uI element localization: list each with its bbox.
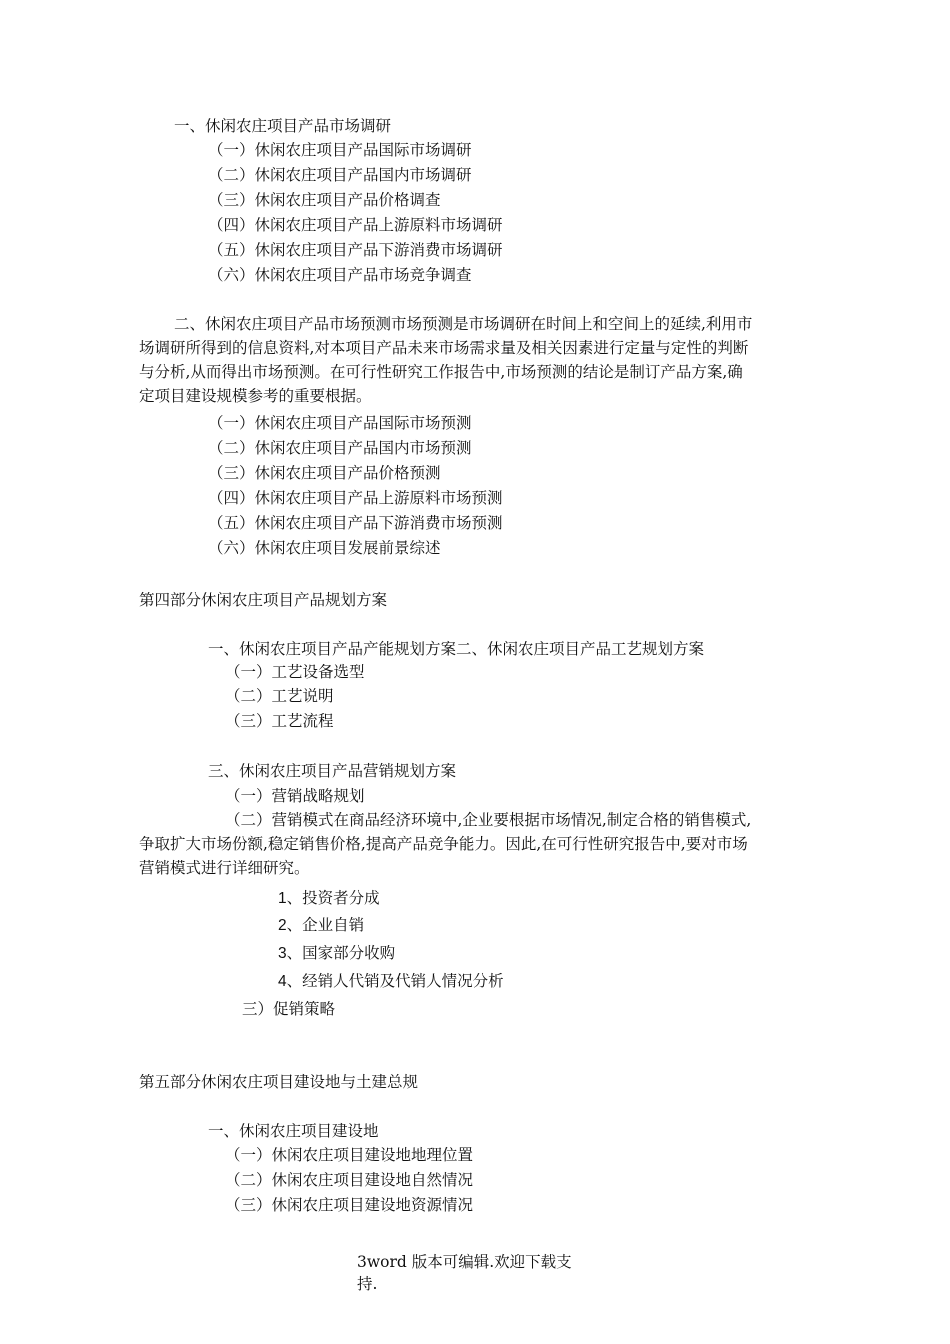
numbered-item: 4、经销人代销及代销人情况分析 bbox=[278, 973, 504, 990]
section2-item: （四）休闲农庄项目产品上游原料市场预测 bbox=[208, 489, 503, 507]
page-footer bbox=[357, 1251, 597, 1295]
section1-item: （二）休闲农庄项目产品国内市场调研 bbox=[208, 166, 472, 184]
marketing-item: （一）营销战略规划 bbox=[225, 787, 365, 805]
section1-item: （三）休闲农庄项目产品价格调查 bbox=[208, 191, 441, 209]
section1-item: （六）休闲农庄项目产品市场竞争调查 bbox=[208, 266, 472, 284]
section1-item: （一）休闲农庄项目产品国际市场调研 bbox=[208, 141, 472, 159]
section2-para-line: 定项目建设规模参考的重要根据。 bbox=[139, 387, 372, 405]
part5-item: （三）休闲农庄项目建设地资源情况 bbox=[225, 1196, 474, 1214]
section2-item: （三）休闲农庄项目产品价格预测 bbox=[208, 464, 441, 482]
section1-item: （五）休闲农庄项目产品下游消费市场调研 bbox=[208, 241, 503, 259]
section2-para-line: 场调研所得到的信息资料,对本项目产品未来市场需求量及相关因素进行定量与定性的判断 bbox=[139, 339, 749, 357]
section2-para-line: 与分析,从而得出市场预测。在可行性研究工作报告中,市场预测的结论是制订产品方案,确 bbox=[139, 363, 743, 381]
numbered-item: 3、国家部分收购 bbox=[278, 945, 396, 962]
section2-item: （一）休闲农庄项目产品国际市场预测 bbox=[208, 414, 472, 432]
part5-item: （二）休闲农庄项目建设地自然情况 bbox=[225, 1171, 474, 1189]
part4-line1: 一、休闲农庄项目产品产能规划方案二、休闲农庄项目产品工艺规划方案 bbox=[208, 640, 705, 658]
process-item: （二）工艺说明 bbox=[225, 687, 334, 705]
section2-item: （六）休闲农庄项目发展前景综述 bbox=[208, 539, 441, 557]
section2-para-line: 二、休闲农庄项目产品市场预测市场预测是市场调研在时间上和空间上的延续,利用市 bbox=[174, 315, 753, 333]
numbered-item: 2、企业自销 bbox=[278, 917, 365, 934]
part4-title: 第四部分休闲农庄项目产品规划方案 bbox=[139, 591, 388, 609]
marketing-para-line: 营销模式进行详细研究。 bbox=[139, 859, 310, 877]
part5-title: 第五部分休闲农庄项目建设地与土建总规 bbox=[139, 1073, 419, 1091]
footer-line: 3word 版本可编辑.欢迎下载支 bbox=[357, 1253, 572, 1271]
process-item: （一）工艺设备选型 bbox=[225, 663, 365, 681]
promo-item: 三）促销策略 bbox=[242, 1000, 336, 1018]
section2-item: （五）休闲农庄项目产品下游消费市场预测 bbox=[208, 514, 503, 532]
part5-item: （一）休闲农庄项目建设地地理位置 bbox=[225, 1146, 474, 1164]
section2-item: （二）休闲农庄项目产品国内市场预测 bbox=[208, 439, 472, 457]
section1-title: 一、休闲农庄项目产品市场调研 bbox=[174, 117, 392, 135]
section1-item: （四）休闲农庄项目产品上游原料市场调研 bbox=[208, 216, 503, 234]
numbered-item: 1、投资者分成 bbox=[278, 890, 380, 907]
part5-subtitle: 一、休闲农庄项目建设地 bbox=[208, 1122, 379, 1140]
footer-line: 持. bbox=[357, 1275, 378, 1293]
marketing-para-line: 争取扩大市场份额,稳定销售价格,提高产品竞争能力。因此,在可行性研究报告中,要对市场 bbox=[139, 835, 748, 853]
marketing-para-line: （二）营销模式在商品经济环境中,企业要根据市场情况,制定合格的销售模式, bbox=[225, 811, 752, 829]
process-item: （三）工艺流程 bbox=[225, 712, 334, 730]
marketing-title: 三、休闲农庄项目产品营销规划方案 bbox=[208, 762, 457, 780]
